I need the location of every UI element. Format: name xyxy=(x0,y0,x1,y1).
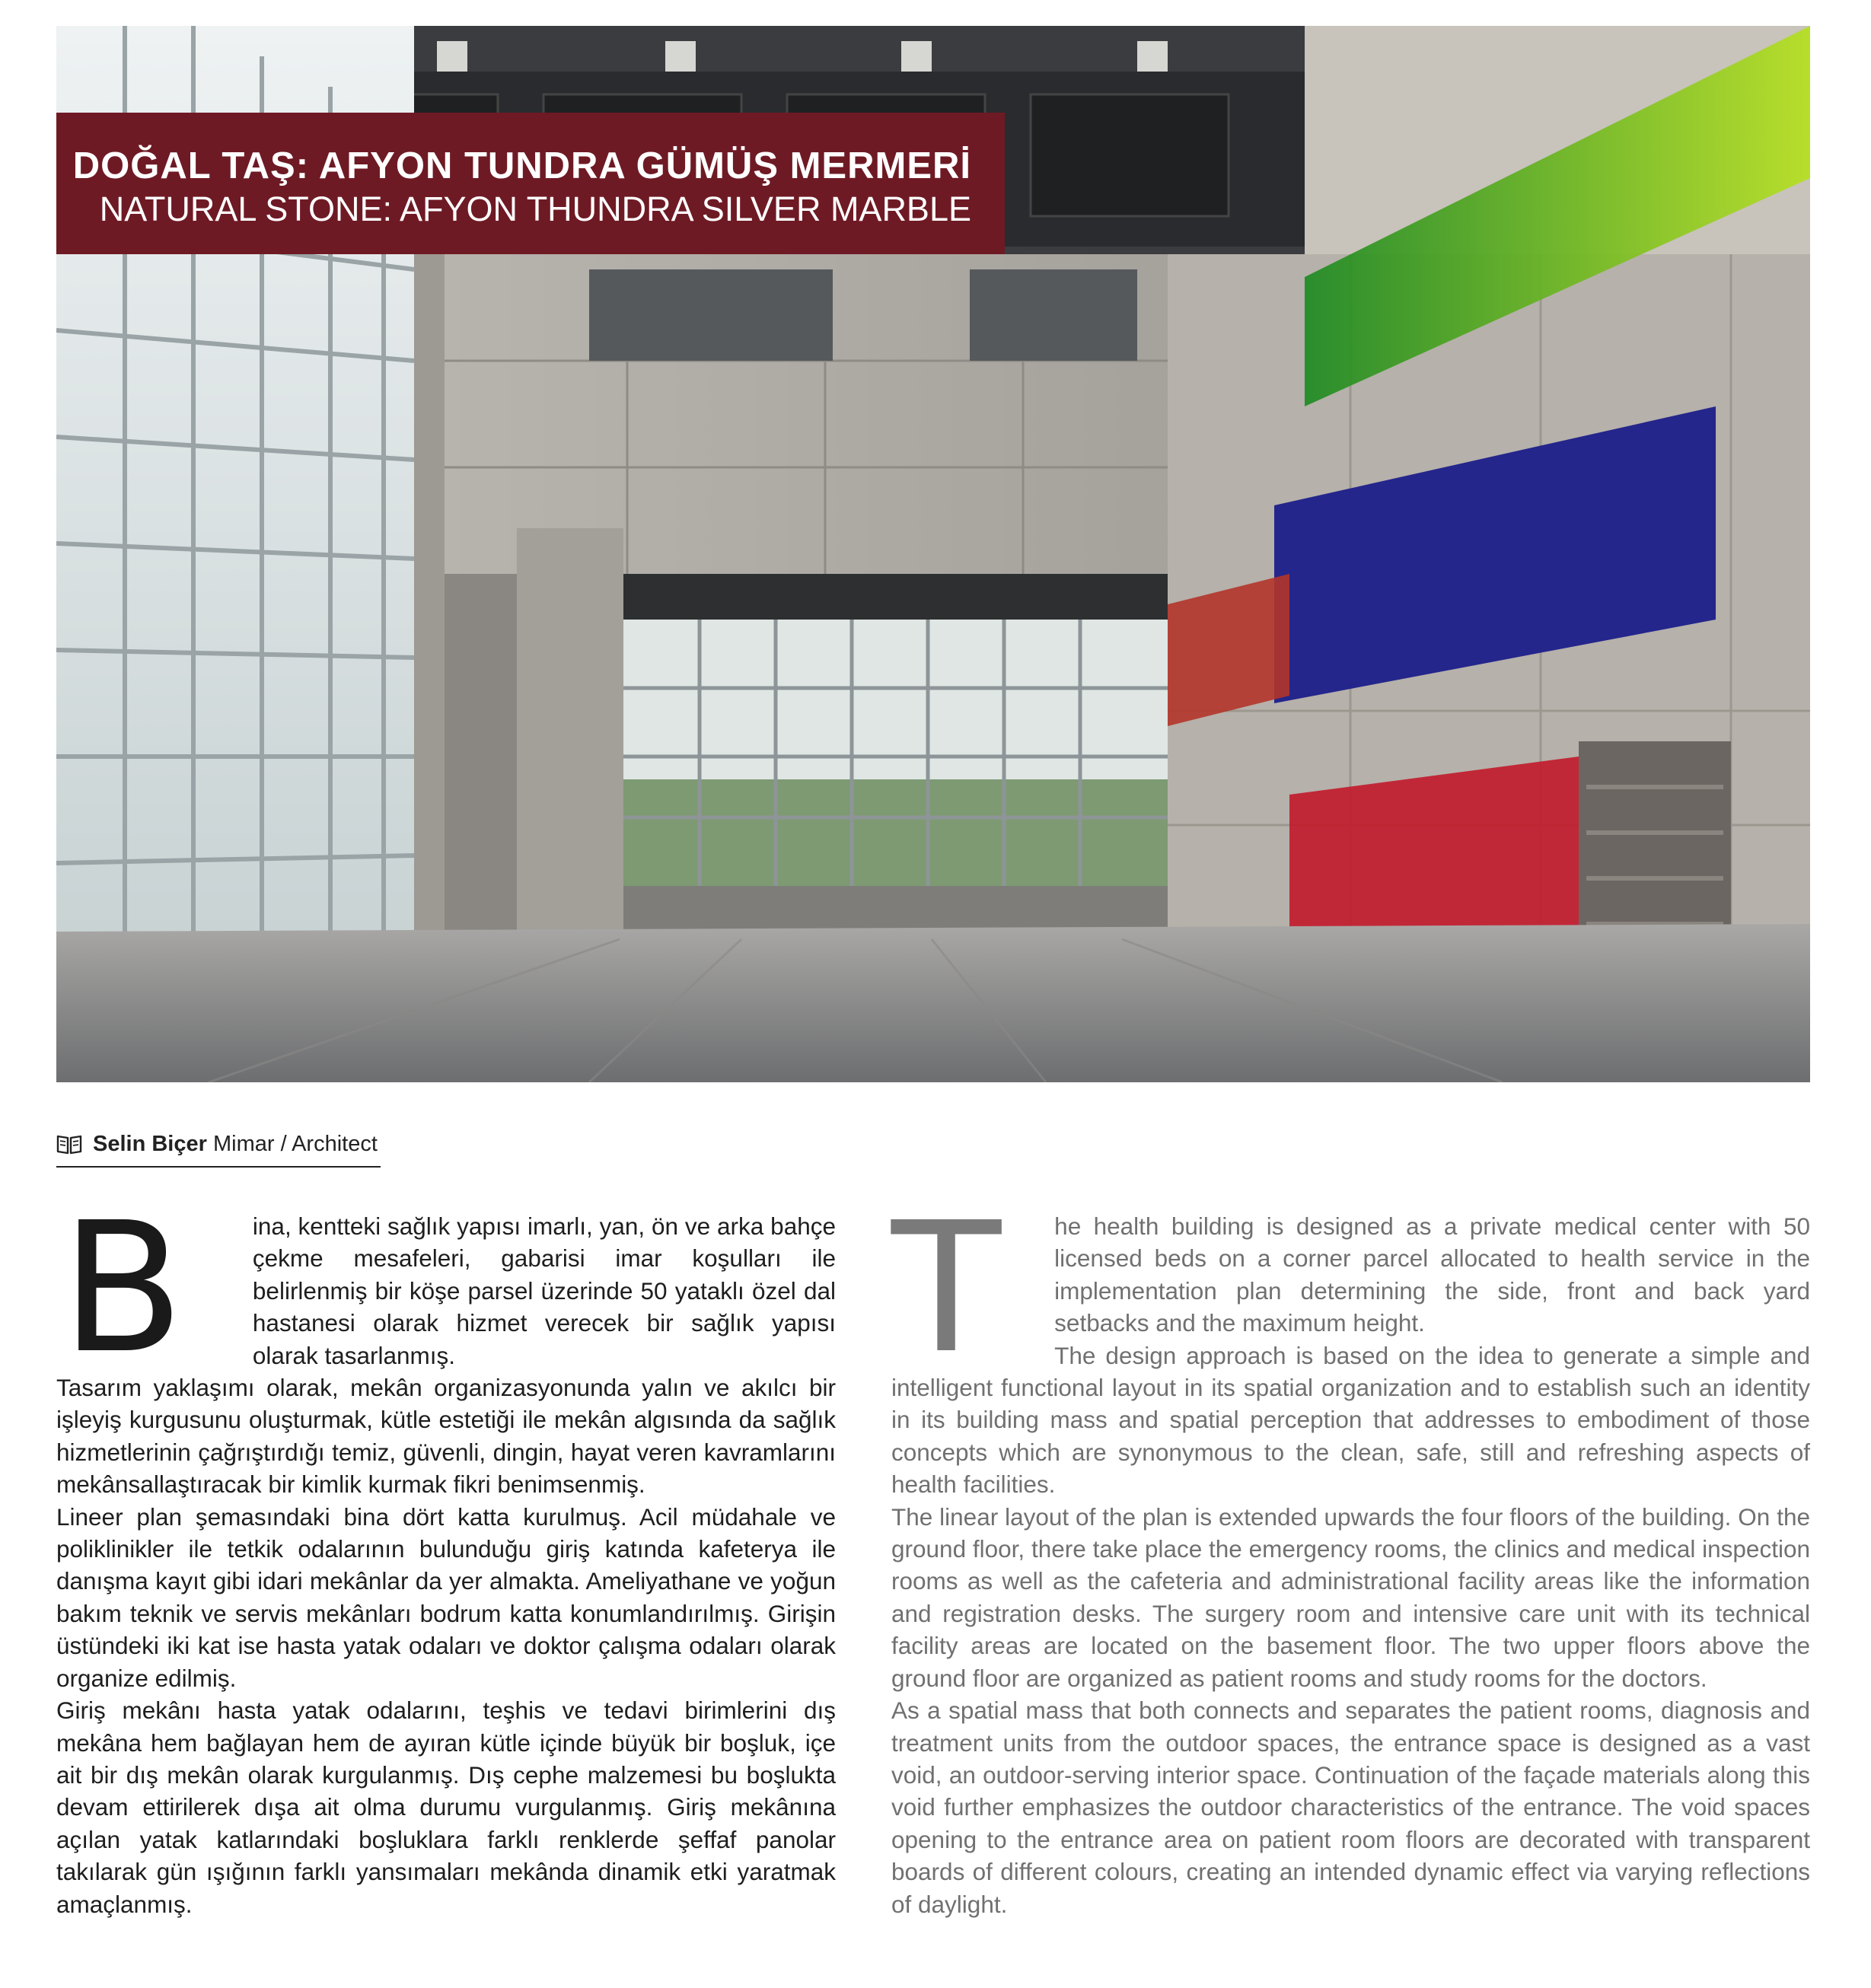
english-column xyxy=(891,1184,1810,1920)
dropcap-b: B xyxy=(61,1184,184,1393)
title-turkish: DOĞAL TAŞ: AFYON TUNDRA GÜMÜŞ MERMERİ xyxy=(72,145,971,186)
title-english: NATURAL STONE: AFYON THUNDRA SILVER MARBLE xyxy=(99,190,971,228)
turkish-paragraph-4: Giriş mekânı hasta yatak odalarını, teşhis ve tedavi birimlerini dış mekâna hem bağlayan hem de ayıran kütle içinde büyük bir boşluk, içe ait bir dış mekân olarak kurgulanmış. Dış cephe malzemesi bu boşlukta devam ettirilerek dışa ait olma durumu vurgulanmış. Giriş mekânına açılan yatak katlarındaki boşluklara farklı renklerde şeffaf panolar takılarak gün ışığının farklı yansımaları mekânda dinamik etki yaratmak amaçlanmış. xyxy=(56,1696,836,1918)
author-role: Mimar / Architect xyxy=(212,1132,378,1156)
english-paragraph-4: As a spatial mass that both connects and separates the patient rooms, diagnosis and treatment units from the outdoor spaces, the entrance space is designed as a vast void, an outdoor-serving interior space. Continuation of the façade materials along this void further emphasizes the outdoor characteristics of the entrance. The void spaces opening to the entrance area on patient room floors are decorated with transparent boards of different colours, creating an intended dynamic effect via varying reflections of daylight. xyxy=(891,1696,1810,1918)
turkish-column xyxy=(56,1184,836,1920)
turkish-paragraph-2: Tasarım yaklaşımı olarak, mekân organizasyonunda yalın ve akılcı bir işleyiş kurgusunu oluşturmak, kütle estetiği ile mekân algısında da sağlık hizmetlerinin çağrıştırdığı temiz, güvenli, dingin, hayat veren kavramlarını mekânsallaştıracak bir kimlik kurmak fikri benimsenmiş. xyxy=(56,1374,836,1499)
english-paragraph-3: The linear layout of the plan is extended upwards the four floors of the building. On the ground floor, there take place the emergency rooms, the clinics and medical inspection rooms as well as the cafeteria and administrational facility areas like the information and registration desks. The surgery room and intensive care unit with its technical facility areas are located on the basement floor. The two upper floors above the ground floor are organized as patient rooms and study rooms for the doctors. xyxy=(891,1502,1810,1692)
english-paragraph-2: The design approach is based on the idea to generate a simple and intelligent functional layout in its spatial organization and to establish such an identity in its building mass and spatial perception that addresses to embodiment of those concepts which are synonymous to the clean, safe, still and refreshing aspects of health facilities. xyxy=(891,1341,1810,1499)
byline xyxy=(56,1131,381,1168)
author-name: Selin Biçer xyxy=(93,1132,207,1156)
turkish-paragraph-3: Lineer plan şemasındaki bina dört katta kurulmuş. Acil müdahale ve poliklinikler ile tetkik odalarının bulunduğu giriş katında kafeterya ile danışma kayıt gibi idari mekânlar da yer almakta. Ameliyathane ve yoğun bakım teknik ve servis mekânları bodrum katta konumlandırılmış. Girişin üstündeki iki kat ise hasta yatak odaları ve doktor çalışma odaları olarak organize edilmiş. xyxy=(56,1502,836,1692)
title-band xyxy=(56,113,1005,254)
english-paragraph-1: he health building is designed as a private medical center with 50 licensed beds on a corner parcel allocated to health service in the implementation plan determining the side, front and back yard setbacks and the maximum height. xyxy=(1054,1212,1810,1337)
turkish-paragraph-1: ina, kentteki sağlık yapısı imarlı, yan, ön ve arka bahçe çekme mesafeleri, gabarisi imar koşulları ile belirlenmiş bir köşe parsel üzerinde 50 yataklı özel dal hastanesi olarak hizmet verecek bir sağlık yapısı olarak tasarlanmış. xyxy=(252,1212,836,1369)
hero-photo xyxy=(56,26,1810,1082)
dropcap-t: T xyxy=(891,1184,1002,1393)
book-icon xyxy=(56,1133,82,1155)
